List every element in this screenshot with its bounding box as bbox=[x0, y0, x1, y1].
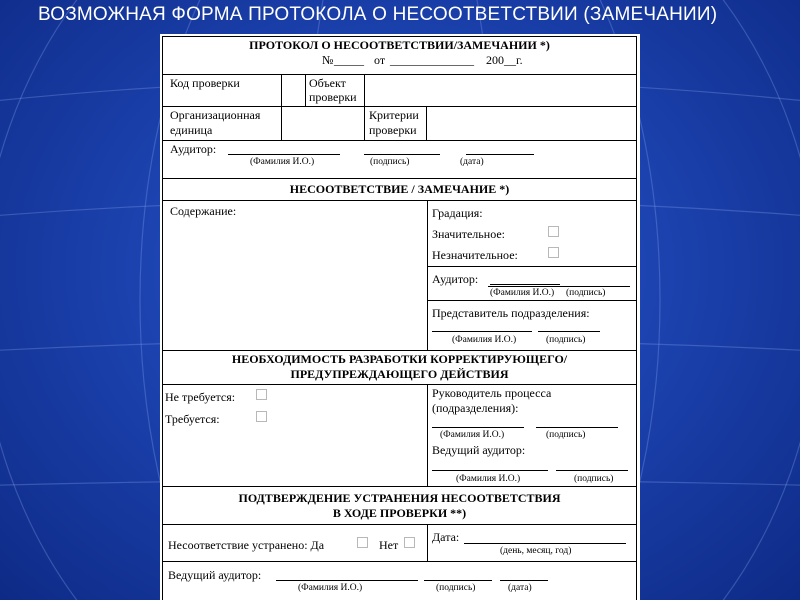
not-required-label: Не требуется: bbox=[165, 390, 236, 404]
divider bbox=[427, 200, 428, 350]
unit-rep-label: Представитель подразделения: bbox=[432, 306, 590, 320]
nonconformity-header: НЕСООТВЕТСТВИЕ / ЗАМЕЧАНИЕ *) bbox=[289, 182, 510, 196]
lead-auditor-signature-line-2 bbox=[424, 580, 492, 581]
insignificant-label: Незначительное: bbox=[432, 248, 518, 262]
unit-rep-signature-line bbox=[538, 331, 600, 332]
corrective-header-line2: ПРЕДУПРЕЖДАЮЩЕГО ДЕЙСТВИЯ bbox=[290, 367, 509, 381]
resolved-label: Несоответствие устранено: Да bbox=[168, 538, 325, 552]
fio-hint-4: (Фамилия И.О.) bbox=[440, 430, 505, 440]
check-code-label: Код проверки bbox=[170, 76, 240, 90]
protocol-title: ПРОТОКОЛ О НЕСООТВЕТСТВИИ/ЗАМЕЧАНИИ *) bbox=[249, 38, 550, 52]
object-label-line1: Объект bbox=[309, 76, 346, 90]
process-head-label-line2: (подразделения): bbox=[432, 401, 519, 415]
confirmation-header-line2: В ХОДЕ ПРОВЕРКИ **) bbox=[332, 506, 467, 520]
number-prefix: № bbox=[322, 53, 334, 67]
number-blank: _____ bbox=[334, 53, 364, 67]
divider bbox=[162, 200, 637, 201]
auditor-date-line bbox=[466, 154, 534, 155]
auditor-label: Аудитор: bbox=[170, 142, 217, 156]
fio-hint-2: (Фамилия И.О.) bbox=[490, 288, 555, 298]
lead-auditor-name-line bbox=[432, 470, 548, 471]
significant-checkbox[interactable] bbox=[548, 226, 559, 237]
date-format-hint: (день, месяц, год) bbox=[500, 546, 572, 556]
lead-auditor-name-line-2 bbox=[276, 580, 418, 581]
signature-hint-4: (подпись) bbox=[546, 430, 586, 440]
signature-hint-2: (подпись) bbox=[566, 288, 606, 298]
not-required-checkbox[interactable] bbox=[256, 389, 267, 400]
resolved-no-label: Нет bbox=[379, 538, 399, 552]
criteria-label-line1: Критерии bbox=[369, 108, 419, 122]
auditor-signature-line bbox=[364, 154, 440, 155]
required-checkbox[interactable] bbox=[256, 411, 267, 422]
confirmation-date-line bbox=[464, 543, 626, 544]
divider bbox=[427, 524, 428, 561]
divider bbox=[162, 384, 637, 385]
insignificant-checkbox[interactable] bbox=[548, 247, 559, 258]
lead-auditor-date-line-2 bbox=[500, 580, 548, 581]
divider bbox=[427, 266, 637, 267]
confirmation-date-label: Дата: bbox=[432, 530, 460, 544]
resolved-yes-checkbox[interactable] bbox=[357, 537, 368, 548]
criteria-label-line2: проверки bbox=[369, 123, 417, 137]
org-unit-label-line1: Организационная bbox=[170, 108, 261, 122]
form-border-top bbox=[162, 36, 637, 37]
divider bbox=[162, 106, 637, 107]
process-head-name-line bbox=[432, 427, 524, 428]
divider bbox=[162, 561, 637, 562]
fio-hint-3: (Фамилия И.О.) bbox=[452, 335, 517, 345]
divider bbox=[305, 74, 306, 106]
divider bbox=[162, 74, 637, 75]
gradation-label: Градация: bbox=[432, 206, 483, 220]
resolved-no-checkbox[interactable] bbox=[404, 537, 415, 548]
auditor-name-line bbox=[228, 154, 340, 155]
process-head-signature-line bbox=[536, 427, 618, 428]
required-label: Требуется: bbox=[165, 412, 220, 426]
signature-hint-3: (подпись) bbox=[546, 335, 586, 345]
significant-label: Значительное: bbox=[432, 227, 505, 241]
signature-hint: (подпись) bbox=[370, 157, 410, 167]
unit-rep-name-line bbox=[432, 331, 532, 332]
date-hint-6: (дата) bbox=[508, 583, 532, 593]
signature-hint-5: (подпись) bbox=[574, 474, 614, 484]
auditor-label-2: Аудитор: bbox=[432, 272, 479, 286]
date-hint: (дата) bbox=[460, 157, 484, 167]
year-field: 200__г. bbox=[486, 53, 523, 67]
confirmation-header-line1: ПОДТВЕРЖДЕНИЕ УСТРАНЕНИЯ НЕСООТВЕТСТВИЯ bbox=[238, 491, 561, 505]
from-label: от bbox=[374, 53, 386, 67]
auditor-line-2 bbox=[490, 284, 560, 285]
divider bbox=[281, 106, 282, 140]
divider bbox=[364, 74, 365, 106]
lead-auditor-signature-line bbox=[556, 470, 628, 471]
lead-auditor-label-2: Ведущий аудитор: bbox=[168, 568, 262, 582]
fio-hint: (Фамилия И.О.) bbox=[250, 157, 315, 167]
auditor-line-2b bbox=[488, 286, 630, 287]
protocol-form bbox=[160, 34, 640, 600]
divider bbox=[281, 74, 282, 106]
org-unit-label-line2: единица bbox=[170, 123, 213, 137]
divider bbox=[427, 300, 637, 301]
divider bbox=[427, 384, 428, 486]
fio-hint-6: (Фамилия И.О.) bbox=[298, 583, 363, 593]
process-head-label-line1: Руководитель процесса bbox=[432, 386, 552, 400]
divider bbox=[162, 140, 637, 141]
divider bbox=[426, 106, 427, 140]
divider bbox=[364, 106, 365, 140]
object-label-line2: проверки bbox=[309, 90, 357, 104]
divider bbox=[162, 350, 637, 351]
lead-auditor-label: Ведущий аудитор: bbox=[432, 443, 526, 457]
divider bbox=[162, 486, 637, 487]
slide-title: ВОЗМОЖНАЯ ФОРМА ПРОТОКОЛА О НЕСООТВЕТСТВИИ (ЗАМЕЧАНИИ) bbox=[38, 4, 718, 25]
corrective-header-line1: НЕОБХОДИМОСТЬ РАЗРАБОТКИ КОРРЕКТИРУЮЩЕГО/ bbox=[231, 352, 568, 366]
signature-hint-6: (подпись) bbox=[436, 583, 476, 593]
fio-hint-5: (Фамилия И.О.) bbox=[456, 474, 521, 484]
date-blank: ______________ bbox=[390, 53, 474, 67]
divider bbox=[162, 524, 637, 525]
divider bbox=[162, 178, 637, 179]
content-label: Содержание: bbox=[170, 204, 237, 218]
